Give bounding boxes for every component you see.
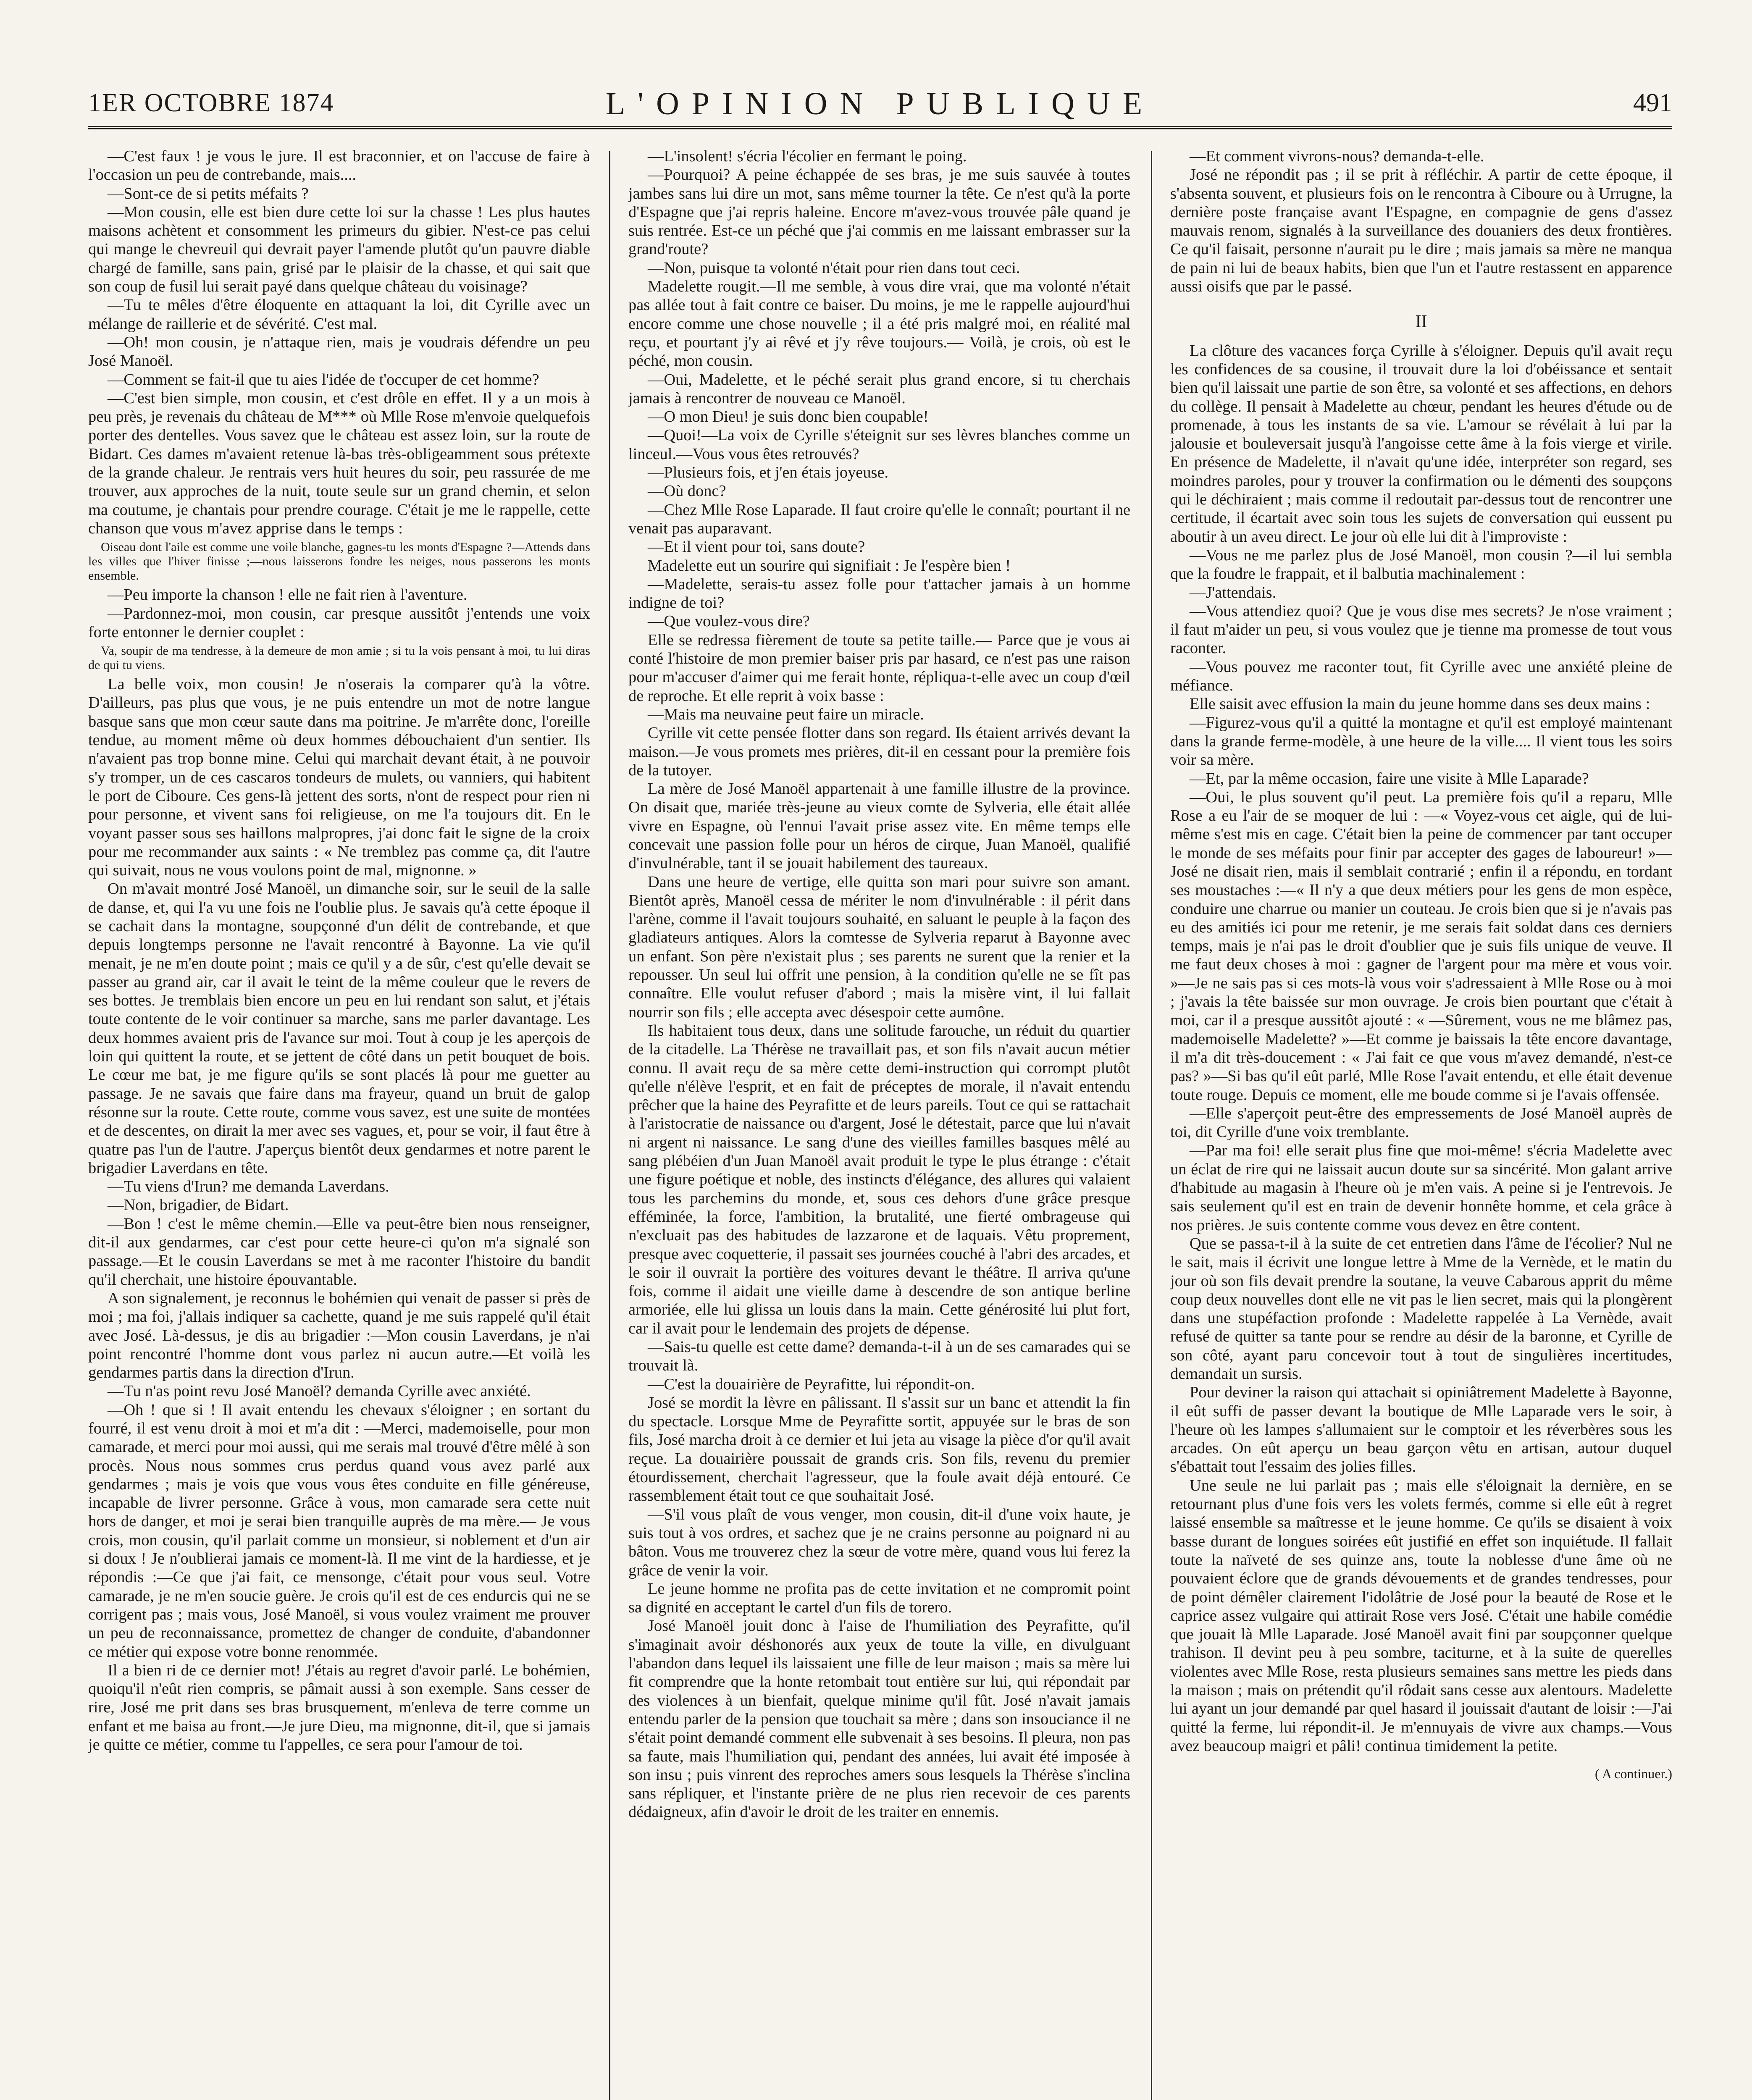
- paragraph: —Que voulez-vous dire?: [648, 612, 810, 630]
- paragraph: —Plusieurs fois, et j'en étais joyeuse.: [648, 464, 889, 482]
- paragraph: José ne répondit pas ; il se prit à réfléchir. A partir de cette époque, il s'absenta souvent, et plusieurs fois on le rencontra à Ciboure ou à Urrugne, la dernière poste française avant l'Espagne, en compagnie de gens d'assez mauvais renom, signalés à la surveillance des douaniers des deux frontières. Ce qu'il faisait, personne n'aurait pu le dire ; mais jamais sa mère ne manqua de pain ni lui de beaux habits, bien que l'un et l'autre restassent en apparence aussi oisifs que par le passé.: [1170, 166, 1672, 296]
- paragraph: —Madelette, serais-tu assez folle pour t'attacher jamais à un homme indigne de toi?: [628, 575, 1130, 612]
- paragraph: —O mon Dieu! je suis donc bien coupable!: [648, 408, 929, 426]
- paragraph: Cyrille vit cette pensée flotter dans son regard. Ils étaient arrivés devant la maison.—Je vous promets mes prières, dit-il en cessant pour la première fois de la tutoyer.: [628, 724, 1130, 779]
- paragraph: —Tu te mêles d'être éloquente en attaquant la loi, dit Cyrille avec un mélange de raillerie et de sévérité. C'est mal.: [88, 296, 590, 333]
- paragraph: Elle se redressa fièrement de toute sa petite taille.— Parce que je vous ai conté l'histoire de mon premier baiser pris par hasard, ce n'est pas une raison pour m'accuser d'aimer qui me ferait honte, répliqua-t-elle avec un coup d'œil de reproche. Et elle reprit à voix basse :: [628, 631, 1130, 705]
- section-number: II: [1415, 312, 1427, 332]
- column-divider: [1151, 151, 1152, 2100]
- paragraph: —Sais-tu quelle est cette dame? demanda-t-il à un de ses camarades qui se trouvait là.: [628, 1338, 1130, 1375]
- paragraph: José se mordit la lèvre en pâlissant. Il s'assit sur un banc et attendit la fin du spectacle. Lorsque Mme de Peyrafitte sortit, appuyée sur le bras de son fils, José marcha droit à ce dernier et lui jeta au visage la pièce d'or qu'il avait reçue. La douairière poussait de grands cris. Son fils, revenu du premier étourdissement, cherchait l'agresseur, que la foule avait déjà entouré. Ce rassemblement était tout ce que souhaitait José.: [628, 1394, 1130, 1505]
- text-columns: [88, 147, 1672, 2100]
- paragraph: —Vous attendiez quoi? Que je vous dise mes secrets? Je n'ose vraiment ; il faut m'aider un peu, si vous voulez que je tienne ma promesse de tout vous raconter.: [1170, 602, 1672, 657]
- paragraph: —Peu importe la chanson ! elle ne fait rien à l'aventure.: [108, 586, 468, 604]
- paragraph: Ils habitaient tous deux, dans une solitude farouche, un réduit du quartier de la citadelle. La Thérèse ne travaillait pas, et son fils n'avait aucun métier connu. Il avait reçu de sa mère cette demi-instruction qui corrompt plutôt qu'elle n'élève l'esprit, et en fait de préceptes de morale, il n'avait entendu prêcher que la haine des Peyrafitte et de leurs pareils. Tout ce qui se rattachait à l'aristocratie de naissance ou d'argent, José le détestait, parce que lui n'avait ni argent ni naissance. Le sang d'une des vieilles familles basques mêlé au sang plébéien d'un Juan Manoël avait produit le type le plus étrange : c'était une figure poétique et noble, des instincts d'élégance, des allures qui valaient tous les parchemins du monde, et, sous ces dehors d'une grâce presque efféminée, la force, l'ambition, la brutalité, une fierté ombrageuse qui n'excluait pas des habitudes de lazzarone et de laquais. Vêtu proprement, presque avec coquetterie, il passait ses journées couché à l'abri des arcades, et le soir il ouvrait la portière des voitures devant le théâtre. Il arriva qu'une fois, comme il aidait une vieille dame à descendre de son antique berline armoriée, elle lui glissa un louis dans la main. Cette générosité lui plut fort, car il avait pour le lendemain des projets de dépense.: [628, 1021, 1130, 1337]
- paragraph: —Et comment vivrons-nous? demanda-t-elle.: [1190, 147, 1484, 165]
- paragraph: Elle saisit avec effusion la main du jeune homme dans ses deux mains :: [1190, 695, 1650, 713]
- page-header: [88, 84, 1672, 129]
- song-verse-1: Oiseau dont l'aile est comme une voile blanche, gagnes-tu les monts d'Espagne ?—Attends dans les villes que l'hiver finisse ;—nous laisserons fondre les neiges, nous passerons les monts ensemble.: [88, 540, 590, 583]
- paragraph: —C'est bien simple, mon cousin, et c'est drôle en effet. Il y a un mois à peu près, je revenais du château de M*** où Mlle Rose m'envoie quelquefois porter des dentelles. Vous savez que le château est assez loin, sur la route de Bidart. Ces dames m'avaient retenue là-bas très-obligeamment sous prétexte de la grande chaleur. Je rentrais vers huit heures du soir, peu rassurée de me trouver, aux approches de la nuit, toute seule sur un grand chemin, et selon ma coutume, je chantais pour prendre courage. C'était je me le rappelle, cette chanson que vous m'avez apprise dans le temps :: [88, 389, 590, 537]
- paragraph: —Tu n'as point revu José Manoël? demanda Cyrille avec anxiété.: [108, 1382, 531, 1400]
- paragraph: José Manoël jouit donc à l'aise de l'humiliation des Peyrafitte, qu'il s'imaginait avoir déshonorés aux yeux de toute la ville, en divulguant l'abandon dans lequel ils laissaient une fille de leur maison ; mais sa mère lui fit comprendre que la honte retombait tout entière sur lui, qui répondait par des violences à un bienfait, quelque minime qu'il fût. José n'avait jamais entendu parler de la pension que touchait sa mère ; dans son insouciance il ne s'était point demandé comment elle subvenait à ses besoins. Il pleura, non pas sa faute, mais l'humiliation qui, pendant des années, lui avait été imposée à son insu ; puis vinrent des reproches amers sous lesquels la Thérèse s'inclina sans répliquer, et l'instante prière de ne plus rien recevoir de ces parents dédaigneux, afin d'avoir le droit de les traiter en ennemis.: [628, 1617, 1130, 1821]
- paragraph: —Oh ! que si ! Il avait entendu les chevaux s'éloigner ; en sortant du fourré, il est venu droit à moi et m'a dit : —Merci, mademoiselle, pour mon camarade, et merci pour moi aussi, qui me serais mal trouvé d'être mêlé à son procès. Nous nous sommes crus perdus quand vous avez parlé aux gendarmes ; mais je vois que vous vous êtes conduite en fille généreuse, incapable de livrer personne. Grâce à vous, mon camarade sera cette nuit hors de danger, et moi je serai bien tranquille auprès de ma mère.— Je vous crois, mon cousin, qu'il parlait comme un monsieur, si noblement et d'un air si doux ! Je n'oublierai jamais ce moment-là. Il me vint de la hardiesse, et je répondis :—Ce que j'ai fait, ce mensonge, c'était pour vous seul. Votre camarade, je ne m'en soucie guère. Je crois qu'il est de ces endurcis qui ne se corrigent pas ; mais vous, José Manoël, si vous voulez vraiment me prouver un peu de reconnaissance, promettez de changer de conduite, d'abandonner ce métier qui expose votre bonne renommée.: [88, 1401, 590, 1661]
- column-3: [1170, 147, 1672, 2100]
- column-2: [628, 147, 1130, 2100]
- paragraph: Le jeune homme ne profita pas de cette invitation et ne compromit point sa dignité en acceptant le cartel d'un fils de torero.: [628, 1580, 1130, 1617]
- page-number: 491: [1633, 89, 1672, 117]
- paragraph: —S'il vous plaît de vous venger, mon cousin, dit-il d'une voix haute, je suis tout à vos ordres, et sachez que je ne crains personne au poignard ni au bâton. Vous me trouverez chez la sœur de votre mère, quand vous lui ferez la grâce de venir la voir.: [628, 1505, 1130, 1579]
- paragraph: Dans une heure de vertige, elle quitta son mari pour suivre son amant. Bientôt après, Manoël cessa de mériter le nom d'invulnérable : il périt dans l'arène, comme il l'avait toujours souhaité, en saluant le peuple à la façon des gladiateurs antiques. Alors la comtesse de Sylveria reparut à Bayonne avec un enfant. Son père n'existait plus ; ses parents ne surent que la renier et la repousser. Un seul lui offrit une pension, à la condition qu'elle ne se fît pas connaître. Elle voulut refuser d'abord ; mais la misère vint, il lui fallait nourrir son fils ; elle accepta avec désespoir cette aumône.: [628, 873, 1130, 1021]
- paragraph: —Quoi!—La voix de Cyrille s'éteignit sur ses lèvres blanches comme un linceul.—Vous vous êtes retrouvés?: [628, 426, 1130, 463]
- publication-title: L'OPINION PUBLIQUE: [605, 86, 1155, 121]
- column-divider: [609, 151, 610, 2100]
- paragraph: —Oh! mon cousin, je n'attaque rien, mais je voudrais défendre un peu José Manoël.: [88, 333, 590, 370]
- issue-date: 1ER OCTOBRE 1874: [88, 89, 334, 117]
- paragraph: Il a bien ri de ce dernier mot! J'étais au regret d'avoir parlé. Le bohémien, quoiqu'il n'eût rien compris, se pâmait aussi à son exemple. Sans cesser de rire, José me prit dans ses bras brusquement, m'enleva de terre comme un enfant et me baisa au front.—Je jure Dieu, ma mignonne, dit-il, que si jamais je quitte ce métier, comme tu l'appelles, ce sera pour l'amour de toi.: [88, 1661, 590, 1754]
- paragraph: —C'est la douairière de Peyrafitte, lui répondit-on.: [648, 1375, 975, 1393]
- paragraph: —Mais ma neuvaine peut faire un miracle.: [648, 705, 924, 723]
- paragraph: —Pourquoi? A peine échappée de ses bras, je me suis sauvée à toutes jambes sans lui dire un mot, sans même tourner la tête. Ce n'est qu'à la porte d'Espagne que j'ai repris haleine. Encore m'avez-vous trouvée pâle quand je suis rentrée. Est-ce un péché que j'ai commis en me laissant embrasser sur la grand'route?: [628, 166, 1130, 258]
- paragraph: —Où donc?: [648, 482, 726, 500]
- paragraph: Pour deviner la raison qui attachait si opiniâtrement Madelette à Bayonne, il eût suffi de passer devant la boutique de Mlle Laparade vers le soir, à l'heure où les lampes s'allumaient sur le comptoir et les réverbères sous les arcades. On eût aperçu un beau garçon vêtu en artisan, autour duquel s'ébattait tout l'essaim des jolies filles.: [1170, 1383, 1672, 1476]
- paragraph: —Et, par la même occasion, faire une visite à Mlle Laparade?: [1190, 769, 1589, 788]
- paragraph: —J'attendais.: [1190, 583, 1277, 601]
- song-verse-2: Va, soupir de ma tendresse, à la demeure de mon amie ; si tu la vois pensant à moi, tu lui diras de qui tu viens.: [88, 644, 590, 672]
- paragraph: Que se passa-t-il à la suite de cet entretien dans l'âme de l'écolier? Nul ne le sait, mais il écrivit une longue lettre à Mme de la Vernède, et le matin du jour où son fils devait prendre la soutane, la veuve Cabarous apprit du même coup deux nouvelles dont elle ne vit pas le lien secret, mais qui la plongèrent dans une stupéfaction profonde : Madelette rappelée à La Vernède, avait refusé de quitter sa tante pour se rendre au désir de la baronne, et Cyrille de son côté, ayant paru concevoir tout à tout de singulières incertitudes, demandait un sursis.: [1170, 1234, 1672, 1383]
- paragraph: —Comment se fait-il que tu aies l'idée de t'occuper de cet homme?: [108, 370, 539, 388]
- paragraph: —Chez Mlle Rose Laparade. Il faut croire qu'elle le connaît; pourtant il ne venait pas auparavant.: [628, 501, 1130, 537]
- paragraph: —Elle s'aperçoit peut-être des empressements de José Manoël auprès de toi, dit Cyrille d'une voix tremblante.: [1170, 1104, 1672, 1141]
- paragraph: —C'est faux ! je vous le jure. Il est braconnier, et on l'accuse de faire à l'occasion un peu de contrebande, mais....: [88, 147, 590, 184]
- paragraph: —Mon cousin, elle est bien dure cette loi sur la chasse ! Les plus hautes maisons achètent et consomment les primeurs du gibier. N'est-ce pas celui qui mange le chevreuil qui devrait payer l'amende plutôt qu'un pauvre diable chargé de famille, sans pain, grisé par le plaisir de la chasse, et qui sait que son coup de fusil lui serait payé dans quelque château du voisinage?: [88, 203, 590, 296]
- paragraph: On m'avait montré José Manoël, un dimanche soir, sur le seuil de la salle de danse, et, qui l'a vu une fois ne l'oublie plus. Je savais qu'à cette époque il se cachait dans la montagne, soupçonné d'un délit de contrebande, et que depuis longtemps personne ne l'avait rencontré à Bayonne. La vie qu'il menait, je ne m'en doute point ; mais ce qu'il y a de sûr, c'est qu'elle devait se passer au grand air, car il avait le teint de la même couleur que le revers de ses bottes. Je tremblais bien encore un peu en lui rendant son salut, et j'étais toute contente de le voir continuer sa marche, sans me parler davantage. Les deux hommes avaient pris de l'avance sur moi. Tout à coup je les aperçois de loin qui quittent la route, et se jettent de côté dans un petit bouquet de bois. Le cœur me bat, je me figure qu'ils se sont placés là pour me guetter au passage. Je ne savais que faire dans ma frayeur, quand un bruit de galop résonne sur la route. Cette route, comme vous savez, est une suite de montées et de descentes, on dirait la mer avec ses vagues, et, pour se voir, il faut être à quatre pas l'un de l'autre. J'aperçus bientôt deux gendarmes et notre parent le brigadier Laverdans en tête.: [88, 880, 590, 1177]
- continued-notice: ( A continuer.): [1595, 1766, 1672, 1782]
- paragraph: —Et il vient pour toi, sans doute?: [648, 538, 865, 556]
- newspaper-page: [88, 84, 1672, 2100]
- paragraph: —Non, brigadier, de Bidart.: [108, 1196, 289, 1214]
- paragraph: —L'insolent! s'écria l'écolier en fermant le poing.: [648, 147, 967, 165]
- paragraph: Madelette eut un sourire qui signifiait : Je l'espère bien !: [648, 556, 1011, 575]
- paragraph: —Non, puisque ta volonté n'était pour rien dans tout ceci.: [648, 259, 1020, 277]
- paragraph: —Figurez-vous qu'il a quitté la montagne et qu'il est employé maintenant dans la grande ferme-modèle, à une heure de la ville.... Il vient tous les soirs voir sa mère.: [1170, 714, 1672, 769]
- paragraph: —Sont-ce de si petits méfaits ?: [108, 184, 309, 202]
- paragraph: Une seule ne lui parlait pas ; mais elle s'éloignait la dernière, en se retournant plus d'une fois vers les volets fermés, comme si elle eût à regret laissé ensemble sa maîtresse et le jeune homme. Ce qu'ils se disaient à voix basse durant de longues soirées eût justifié en effet son inquiétude. Il fallait toute la naïveté de ses quinze ans, toute la noblesse d'une âme où ne pouvaient éclore que de grands dévouements et de grandes tendresses, pour de point démêler clairement l'idolâtrie de José pour la beauté de Rose et le caprice assez vulgaire qui attirait Rose vers José. C'était une habile comédie que jouait là Mlle Laparade. José Manoël avait fini par soupçonner quelque trahison. Il devint peu à peu sombre, taciturne, et à la suite de querelles violentes avec Mlle Rose, resta plusieurs semaines sans mettre les pieds dans la maison ; mais on prétendit qu'il rôdait sans cesse aux alentours. Madelette lui ayant un jour demandé par quel hasard il jouissait d'autant de loisir :—J'ai quitté la ferme, lui répondit-il. Je m'ennuyais de vivre aux champs.—Vous avez beaucoup maigri et pâli! continua timidement la petite.: [1170, 1476, 1672, 1755]
- paragraph: Madelette rougit.—Il me semble, à vous dire vrai, que ma volonté n'était pas allée tout à fait contre ce baiser. Du moins, je me le rappelle aujourd'hui encore comme une chose nouvelle ; il a été pris malgré moi, en réalité mal reçu, et pourtant j'y ai rêvé et j'y rêve toujours.— Voilà, je crois, où est le péché, mon cousin.: [628, 278, 1130, 370]
- paragraph: —Vous pouvez me raconter tout, fit Cyrille avec une anxiété pleine de méfiance.: [1170, 658, 1672, 695]
- paragraph: —Bon ! c'est le même chemin.—Elle va peut-être bien nous renseigner, dit-il aux gendarmes, car c'est pour cette heure-ci qu'on m'a signalé son passage.—Et le cousin Laverdans se met à me raconter l'histoire du bandit qu'il cherchait, une histoire épouvantable.: [88, 1215, 590, 1289]
- paragraph: —Tu viens d'Irun? me demanda Laverdans.: [108, 1178, 389, 1196]
- paragraph: A son signalement, je reconnus le bohémien qui venait de passer si près de moi ; ma foi, j'allais indiquer sa cachette, quand je me suis rappelé qu'il était avec José. Là-dessus, je dis au brigadier :—Mon cousin Laverdans, je n'ai point rencontré l'homme dont vous parlez ni aucun autre.—Et voilà les gendarmes partis dans la direction d'Irun.: [88, 1289, 590, 1382]
- paragraph: La mère de José Manoël appartenait à une famille illustre de la province. On disait que, mariée très-jeune au vieux comte de Sylveria, elle était allée vivre en Espagne, où l'ennui l'avait prise assez vite. En même temps elle concevait une passion folle pour un héros de cirque, Juan Manoël, qualifié d'invulnérable, tant il se jouait habilement des taureaux.: [628, 780, 1130, 872]
- paragraph: —Vous ne me parlez plus de José Manoël, mon cousin ?—il lui sembla que la foudre le frappait, et il balbutia machinalement :: [1170, 546, 1672, 583]
- paragraph: La belle voix, mon cousin! Je n'oserais la comparer qu'à la vôtre. D'ailleurs, pas plus que vous, je ne puis entendre un mot de notre langue basque sans que mon cœur saute dans ma poitrine. Je m'arrête donc, l'oreille tendue, au moment même où deux hommes débouchaient d'un sentier. Ils n'avaient pas trop bonne mine. Celui qui marchait devant était, à ne pouvoir s'y tromper, un de ces cascaros tondeurs de mulets, ou vanniers, qui habitent le port de Ciboure. Ces gens-là jettent des sorts, n'ont de respect pour rien ni pour personne, et vivent sans foi religieuse, on me l'a toujours dit. En le voyant passer sous ses haillons malpropres, j'ai donc fait le signe de la croix pour me recommander aux saints : « Ne tremblez pas comme ça, dit l'autre qui suivait, nous ne vous voulons point de mal, mignonne. »: [88, 675, 590, 879]
- paragraph: La clôture des vacances força Cyrille à s'éloigner. Depuis qu'il avait reçu les confidences de sa cousine, il trouvait dure la loi d'obéissance et sentait bien qu'il laissait une partie de son être, sa volonté et ses affections, en dehors du collège. Il pensait à Madelette au chœur, pendant les heures d'étude ou de promenade, à tous les instants de sa vie. L'amour se révélait à lui par la jalousie et bouleversait jusqu'à l'angoisse cette âme à la fois vierge et virile. En présence de Madelette, il n'avait qu'une idée, interpréter son regard, ses moindres paroles, pour y trouver la confirmation ou le démenti des soupçons qui le déchiraient ; mais comme il redoutait par-dessus tout de rencontrer une certitude, il écartait avec soin tous les sujets de conversation qui eussent pu aboutir à un aveu direct. Le jour où elle lui dit à l'improviste :: [1170, 341, 1672, 546]
- paragraph: —Par ma foi! elle serait plus fine que moi-même! s'écria Madelette avec un éclat de rire qui ne laissait aucun doute sur sa sincérité. Mon galant arrive d'habitude au magasin à l'heure où je m'en vais. A peine si je l'entrevois. Je sais seulement qu'il est en train de devenir honnête homme, et cela grâce à nos prières. Je suis contente comme vous devez en être content.: [1170, 1142, 1672, 1234]
- paragraph: —Pardonnez-moi, mon cousin, car presque aussitôt j'entends une voix forte entonner le dernier couplet :: [88, 604, 590, 641]
- paragraph: —Oui, Madelette, et le péché serait plus grand encore, si tu cherchais jamais à rencontrer de nouveau ce Manoël.: [628, 370, 1130, 407]
- column-1: [88, 147, 590, 2100]
- paragraph: —Oui, le plus souvent qu'il peut. La première fois qu'il a reparu, Mlle Rose a eu l'air de se moquer de lui : —« Voyez-vous cet aigle, qui de lui-même s'est mis en cage. C'était bien la peine de commencer par tant occuper le monde de ses méfaits pour finir par accepter des gages de laboureur! »—José ne disait rien, mais il semblait contrarié ; enfin il a répondu, en tordant ses moustaches :—« Il n'y a que deux métiers pour les gens de mon espèce, conduire une charrue ou manier un couteau. Je crois bien que si je n'avais pas eu des amitiés ici pour me retenir, je me serais fait soldat dans ces derniers temps, mais je n'ai pas le droit d'oublier que je suis fils unique de veuve. Il me faut deux choses à moi : gagner de l'argent pour ma mère et vous voir. »—Je ne sais pas si ces mots-là vous voir s'adressaient à Mlle Rose ou à moi ; j'avais la tête baissée sur mon ouvrage. Je crois bien pourtant que c'était à moi, car il a presque aussitôt ajouté : « —Sûrement, vous ne me blâmez pas, mademoiselle Madelette? »—Et comme je baissais la tête encore davantage, il m'a dit très-doucement : « J'ai fait ce que vous m'avez demandé, n'est-ce pas? »—Si bas qu'il eût parlé, Mlle Rose l'avait entendu, et elle était devenue toute rouge. Depuis ce moment, elle me boude comme si je l'avais offensée.: [1170, 788, 1672, 1104]
